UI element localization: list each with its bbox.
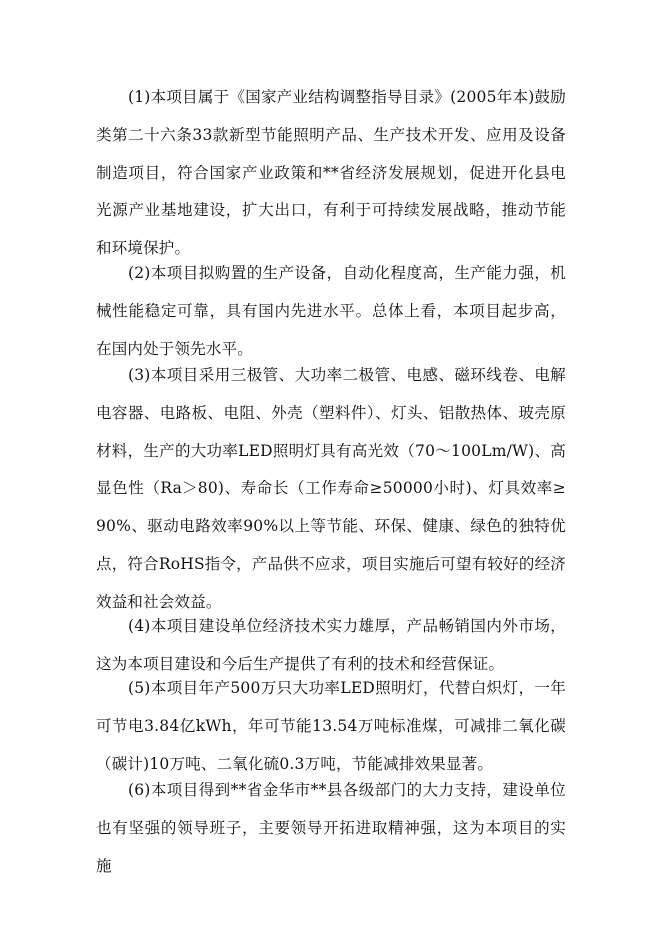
paragraph-2: (2)本项目拟购置的生产设备，自动化程度高，生产能力强，机械性能稳定可靠，具有国内先进水平。总体上看，本项目起步高，在国内处于领先水平。 — [96, 264, 566, 358]
paragraph-3: (3)本项目采用三极管、大功率二极管、电感、磁环线卷、电解电容器、电路板、电阻、外壳（塑料件）、灯头、铝散热体、玻壳原材料，生产的大功率LED照明灯具有高光效（70～100Lm/W)、高显色性（Ra＞80)、寿命长（工作寿命≥50000小时)、灯具效率≥90%、驱动电路效率90%以上等节能、环保、健康、绿色的独特优点，符合RoHS指令，产品供不应求，项目实施后可望有较好的经济效益和社会效益。 — [96, 366, 566, 611]
paragraph-6: (6)本项目得到**省金华市**县各级部门的大力支持，建设单位也有坚强的领导班子，主要领导开拓进取精神强，这为本项目的实施 — [96, 781, 566, 875]
paragraph-1: (1)本项目属于《国家产业结构调整指导目录》(2005年本)鼓励类第二十六条33款新型节能照明产品、生产技术开发、应用及设备制造项目，符合国家产业政策和**省经济发展规划，促进开化县电光源产业基地建设，扩大出口，有利于可持续发展战略，推动节能和环境保护。 — [96, 88, 566, 258]
paragraph-5: (5)本项目年产500万只大功率LED照明灯，代替白炽灯，一年可节电3.84亿kWh，年可节能13.54万吨标准煤，可减排二氧化碳（碳计)10万吨、二氧化硫0.3万吨，节能减排效果显著。 — [96, 679, 566, 773]
paragraph-4: (4)本项目建设单位经济技术实力雄厚，产品畅销国内外市场，这为本项目建设和今后生产提供了有利的技术和经营保证。 — [96, 617, 566, 673]
